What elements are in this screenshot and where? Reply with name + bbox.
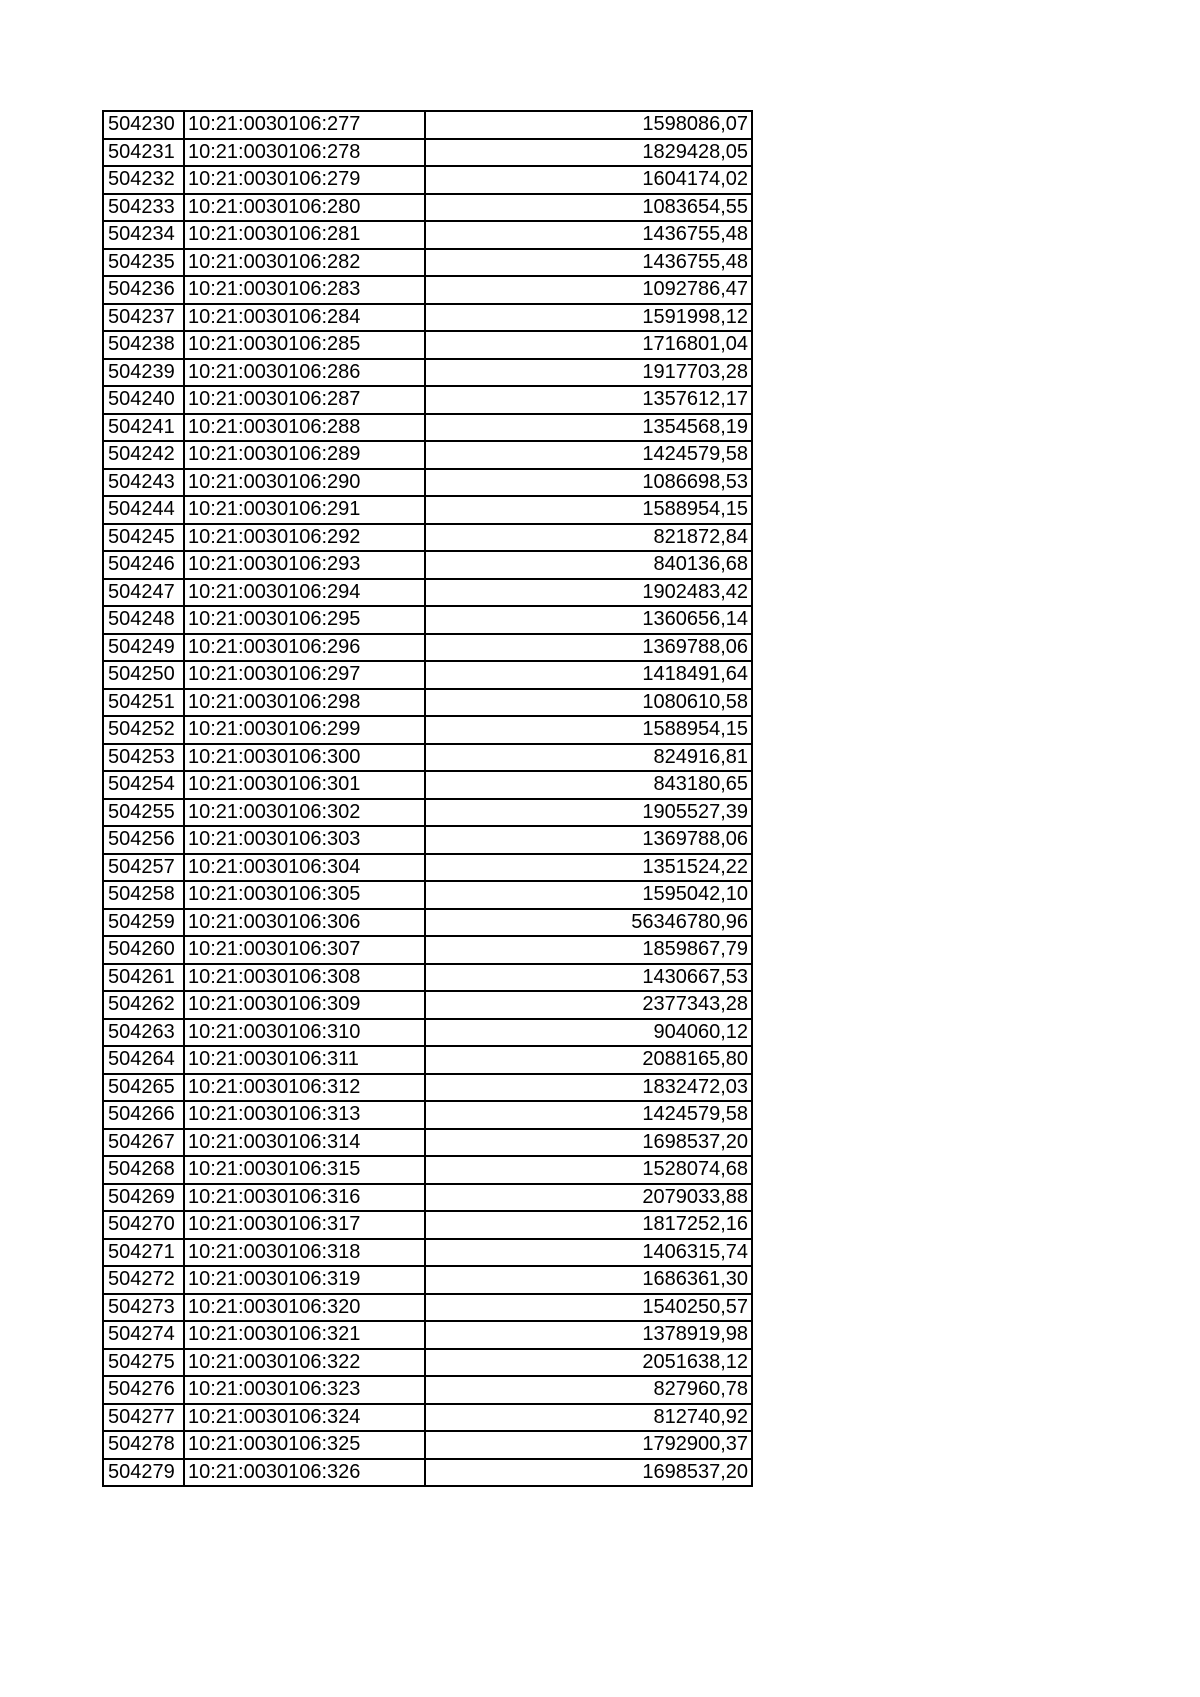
cadastral-number-cell: 10:21:0030106:302 (184, 799, 425, 827)
table-row (103, 744, 752, 772)
value-cell: 2079033,88 (425, 1184, 752, 1212)
cadastral-number-cell: 10:21:0030106:290 (184, 469, 425, 497)
value-cell: 2377343,28 (425, 991, 752, 1019)
value-cell: 1086698,53 (425, 469, 752, 497)
row-id-cell: 504236 (103, 276, 184, 304)
value-cell: 1378919,98 (425, 1321, 752, 1349)
value-cell: 1436755,48 (425, 249, 752, 277)
row-id-cell: 504279 (103, 1459, 184, 1487)
table-row (103, 1156, 752, 1184)
table-row (103, 579, 752, 607)
cadastral-number-cell: 10:21:0030106:280 (184, 194, 425, 222)
table-row (103, 414, 752, 442)
value-cell: 1357612,17 (425, 386, 752, 414)
row-id-cell: 504267 (103, 1129, 184, 1157)
row-id-cell: 504264 (103, 1046, 184, 1074)
table-row (103, 881, 752, 909)
cadastral-number-cell: 10:21:0030106:317 (184, 1211, 425, 1239)
row-id-cell: 504253 (103, 744, 184, 772)
row-id-cell: 504258 (103, 881, 184, 909)
cadastral-number-cell: 10:21:0030106:319 (184, 1266, 425, 1294)
cadastral-number-cell: 10:21:0030106:285 (184, 331, 425, 359)
value-cell: 1360656,14 (425, 606, 752, 634)
cadastral-number-cell: 10:21:0030106:316 (184, 1184, 425, 1212)
row-id-cell: 504234 (103, 221, 184, 249)
table-row (103, 386, 752, 414)
cadastral-number-cell: 10:21:0030106:322 (184, 1349, 425, 1377)
cadastral-number-cell: 10:21:0030106:295 (184, 606, 425, 634)
table-row (103, 909, 752, 937)
value-cell: 1716801,04 (425, 331, 752, 359)
cadastral-number-cell: 10:21:0030106:283 (184, 276, 425, 304)
cadastral-number-cell: 10:21:0030106:287 (184, 386, 425, 414)
cadastral-number-cell: 10:21:0030106:303 (184, 826, 425, 854)
cadastral-number-cell: 10:21:0030106:292 (184, 524, 425, 552)
table-row (103, 469, 752, 497)
row-id-cell: 504230 (103, 111, 184, 139)
row-id-cell: 504269 (103, 1184, 184, 1212)
table-row (103, 166, 752, 194)
row-id-cell: 504247 (103, 579, 184, 607)
value-cell: 1430667,53 (425, 964, 752, 992)
value-cell: 2088165,80 (425, 1046, 752, 1074)
table-row (103, 689, 752, 717)
row-id-cell: 504255 (103, 799, 184, 827)
table-row (103, 1376, 752, 1404)
row-id-cell: 504238 (103, 331, 184, 359)
table-row (103, 1211, 752, 1239)
value-cell: 1369788,06 (425, 826, 752, 854)
value-cell: 1859867,79 (425, 936, 752, 964)
table-row (103, 496, 752, 524)
table-row (103, 1459, 752, 1487)
row-id-cell: 504235 (103, 249, 184, 277)
cadastral-number-cell: 10:21:0030106:277 (184, 111, 425, 139)
table-row (103, 1404, 752, 1432)
cadastral-number-cell: 10:21:0030106:305 (184, 881, 425, 909)
value-cell: 843180,65 (425, 771, 752, 799)
cadastral-number-cell: 10:21:0030106:314 (184, 1129, 425, 1157)
cadastral-number-cell: 10:21:0030106:310 (184, 1019, 425, 1047)
value-cell: 1436755,48 (425, 221, 752, 249)
table-row (103, 1239, 752, 1267)
cadastral-number-cell: 10:21:0030106:296 (184, 634, 425, 662)
table-row (103, 991, 752, 1019)
table-row (103, 304, 752, 332)
cadastral-number-cell: 10:21:0030106:315 (184, 1156, 425, 1184)
value-cell: 1598086,07 (425, 111, 752, 139)
cadastral-number-cell: 10:21:0030106:301 (184, 771, 425, 799)
table-row (103, 441, 752, 469)
row-id-cell: 504268 (103, 1156, 184, 1184)
row-id-cell: 504254 (103, 771, 184, 799)
cadastral-number-cell: 10:21:0030106:320 (184, 1294, 425, 1322)
table-row (103, 1101, 752, 1129)
cadastral-number-cell: 10:21:0030106:308 (184, 964, 425, 992)
data-table (102, 110, 753, 1487)
table-row (103, 139, 752, 167)
value-cell: 1418491,64 (425, 661, 752, 689)
value-cell: 1905527,39 (425, 799, 752, 827)
value-cell: 1698537,20 (425, 1129, 752, 1157)
row-id-cell: 504274 (103, 1321, 184, 1349)
row-id-cell: 504239 (103, 359, 184, 387)
value-cell: 1902483,42 (425, 579, 752, 607)
cadastral-number-cell: 10:21:0030106:325 (184, 1431, 425, 1459)
table-row (103, 1074, 752, 1102)
value-cell: 827960,78 (425, 1376, 752, 1404)
cadastral-number-cell: 10:21:0030106:282 (184, 249, 425, 277)
cadastral-number-cell: 10:21:0030106:278 (184, 139, 425, 167)
row-id-cell: 504272 (103, 1266, 184, 1294)
table-row (103, 771, 752, 799)
row-id-cell: 504260 (103, 936, 184, 964)
cadastral-number-cell: 10:21:0030106:284 (184, 304, 425, 332)
value-cell: 1591998,12 (425, 304, 752, 332)
row-id-cell: 504252 (103, 716, 184, 744)
cadastral-number-cell: 10:21:0030106:307 (184, 936, 425, 964)
value-cell: 1354568,19 (425, 414, 752, 442)
row-id-cell: 504257 (103, 854, 184, 882)
table-row (103, 826, 752, 854)
table-row (103, 276, 752, 304)
cadastral-number-cell: 10:21:0030106:324 (184, 1404, 425, 1432)
row-id-cell: 504256 (103, 826, 184, 854)
cadastral-number-cell: 10:21:0030106:321 (184, 1321, 425, 1349)
row-id-cell: 504248 (103, 606, 184, 634)
table-row (103, 964, 752, 992)
table-row (103, 854, 752, 882)
value-cell: 824916,81 (425, 744, 752, 772)
row-id-cell: 504251 (103, 689, 184, 717)
table-row (103, 524, 752, 552)
table-row (103, 221, 752, 249)
value-cell: 840136,68 (425, 551, 752, 579)
table-row (103, 1184, 752, 1212)
row-id-cell: 504240 (103, 386, 184, 414)
value-cell: 1424579,58 (425, 441, 752, 469)
row-id-cell: 504275 (103, 1349, 184, 1377)
row-id-cell: 504250 (103, 661, 184, 689)
cadastral-number-cell: 10:21:0030106:298 (184, 689, 425, 717)
row-id-cell: 504270 (103, 1211, 184, 1239)
value-cell: 1406315,74 (425, 1239, 752, 1267)
cadastral-number-cell: 10:21:0030106:279 (184, 166, 425, 194)
table-row (103, 1046, 752, 1074)
cadastral-number-cell: 10:21:0030106:326 (184, 1459, 425, 1487)
cadastral-number-cell: 10:21:0030106:294 (184, 579, 425, 607)
value-cell: 1604174,02 (425, 166, 752, 194)
row-id-cell: 504231 (103, 139, 184, 167)
cadastral-number-cell: 10:21:0030106:291 (184, 496, 425, 524)
table-row (103, 359, 752, 387)
table-row (103, 634, 752, 662)
value-cell: 1817252,16 (425, 1211, 752, 1239)
cadastral-number-cell: 10:21:0030106:299 (184, 716, 425, 744)
table-row (103, 1266, 752, 1294)
cadastral-number-cell: 10:21:0030106:306 (184, 909, 425, 937)
row-id-cell: 504278 (103, 1431, 184, 1459)
table-row (103, 716, 752, 744)
row-id-cell: 504277 (103, 1404, 184, 1432)
value-cell: 1083654,55 (425, 194, 752, 222)
cadastral-number-cell: 10:21:0030106:323 (184, 1376, 425, 1404)
table-row (103, 1294, 752, 1322)
cadastral-number-cell: 10:21:0030106:281 (184, 221, 425, 249)
row-id-cell: 504246 (103, 551, 184, 579)
cadastral-number-cell: 10:21:0030106:311 (184, 1046, 425, 1074)
value-cell: 1424579,58 (425, 1101, 752, 1129)
row-id-cell: 504271 (103, 1239, 184, 1267)
cadastral-number-cell: 10:21:0030106:293 (184, 551, 425, 579)
cadastral-number-cell: 10:21:0030106:300 (184, 744, 425, 772)
table-row (103, 936, 752, 964)
value-cell: 1595042,10 (425, 881, 752, 909)
cadastral-number-cell: 10:21:0030106:318 (184, 1239, 425, 1267)
table-row (103, 1321, 752, 1349)
row-id-cell: 504276 (103, 1376, 184, 1404)
value-cell: 2051638,12 (425, 1349, 752, 1377)
row-id-cell: 504244 (103, 496, 184, 524)
table-row (103, 1431, 752, 1459)
row-id-cell: 504273 (103, 1294, 184, 1322)
row-id-cell: 504243 (103, 469, 184, 497)
value-cell: 1588954,15 (425, 716, 752, 744)
row-id-cell: 504259 (103, 909, 184, 937)
table-row (103, 606, 752, 634)
row-id-cell: 504261 (103, 964, 184, 992)
table-row (103, 551, 752, 579)
row-id-cell: 504262 (103, 991, 184, 1019)
table-row (103, 1019, 752, 1047)
row-id-cell: 504265 (103, 1074, 184, 1102)
cadastral-number-cell: 10:21:0030106:289 (184, 441, 425, 469)
value-cell: 812740,92 (425, 1404, 752, 1432)
value-cell: 1792900,37 (425, 1431, 752, 1459)
value-cell: 1528074,68 (425, 1156, 752, 1184)
table-row (103, 1129, 752, 1157)
row-id-cell: 504249 (103, 634, 184, 662)
value-cell: 1540250,57 (425, 1294, 752, 1322)
cadastral-number-cell: 10:21:0030106:286 (184, 359, 425, 387)
value-cell: 1829428,05 (425, 139, 752, 167)
table-row (103, 1349, 752, 1377)
row-id-cell: 504266 (103, 1101, 184, 1129)
value-cell: 1080610,58 (425, 689, 752, 717)
table-body (103, 111, 752, 1486)
row-id-cell: 504263 (103, 1019, 184, 1047)
row-id-cell: 504233 (103, 194, 184, 222)
cadastral-number-cell: 10:21:0030106:313 (184, 1101, 425, 1129)
table-row (103, 111, 752, 139)
cadastral-number-cell: 10:21:0030106:309 (184, 991, 425, 1019)
cadastral-number-cell: 10:21:0030106:288 (184, 414, 425, 442)
table-row (103, 661, 752, 689)
row-id-cell: 504241 (103, 414, 184, 442)
row-id-cell: 504232 (103, 166, 184, 194)
row-id-cell: 504242 (103, 441, 184, 469)
value-cell: 1686361,30 (425, 1266, 752, 1294)
value-cell: 1588954,15 (425, 496, 752, 524)
value-cell: 1369788,06 (425, 634, 752, 662)
value-cell: 1092786,47 (425, 276, 752, 304)
cadastral-number-cell: 10:21:0030106:304 (184, 854, 425, 882)
value-cell: 56346780,96 (425, 909, 752, 937)
value-cell: 1832472,03 (425, 1074, 752, 1102)
cadastral-number-cell: 10:21:0030106:297 (184, 661, 425, 689)
row-id-cell: 504237 (103, 304, 184, 332)
table-row (103, 799, 752, 827)
table-row (103, 194, 752, 222)
row-id-cell: 504245 (103, 524, 184, 552)
table-row (103, 331, 752, 359)
cadastral-number-cell: 10:21:0030106:312 (184, 1074, 425, 1102)
value-cell: 1351524,22 (425, 854, 752, 882)
value-cell: 1698537,20 (425, 1459, 752, 1487)
table-row (103, 249, 752, 277)
value-cell: 821872,84 (425, 524, 752, 552)
value-cell: 1917703,28 (425, 359, 752, 387)
value-cell: 904060,12 (425, 1019, 752, 1047)
